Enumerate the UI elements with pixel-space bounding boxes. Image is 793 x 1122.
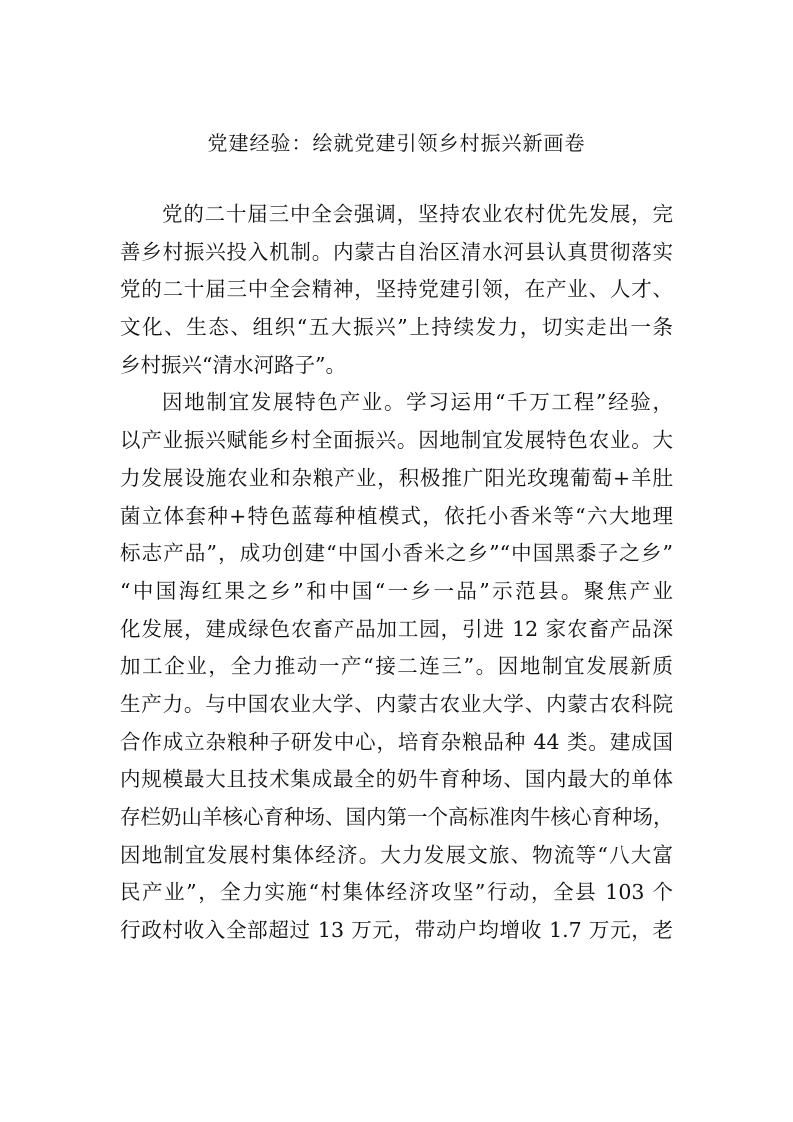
paragraph-2-line-8: 加工企业，全力推动一产“接二连三”。因地制宜发展新质 <box>120 654 673 679</box>
paragraph-2-line-6: “中国海红果之乡”和中国“一乡一品”示范县。聚焦产业 <box>120 578 673 603</box>
paragraph-2-line-1: 因地制宜发展特色产业。学习运用“千万工程”经验， <box>162 390 673 415</box>
article-body <box>120 196 673 950</box>
paragraph-1-line-4: 文化、生态、组织“五大振兴”上持续发力，切实走出一条 <box>120 315 673 340</box>
paragraph-1-line-3: 党的二十届三中全会精神，坚持党建引领，在产业、人才、 <box>120 277 673 302</box>
paragraph-2-line-9: 生产力。与中国农业大学、内蒙古农业大学、内蒙古农科院 <box>120 691 673 716</box>
paragraph-2-line-5: 标志产品”，成功创建“中国小香米之乡”“中国黑黍子之乡” <box>120 541 673 566</box>
paragraph-2-line-13: 因地制宜发展村集体经济。大力发展文旅、物流等“八大富 <box>120 842 673 867</box>
paragraph-2-line-7: 化发展，建成绿色农畜产品加工园，引进 12 家农畜产品深 <box>120 616 673 641</box>
paragraph-2-line-11: 内规模最大且技术集成最全的奶牛育种场、国内最大的单体 <box>120 767 673 792</box>
page-title: 党建经验：绘就党建引领乡村振兴新画卷 <box>207 131 586 155</box>
paragraph-2-line-14: 民产业”，全力实施“村集体经济攻坚”行动，全县 103 个 <box>120 880 673 905</box>
paragraph-2-line-3: 力发展设施农业和杂粮产业，积极推广阳光玫瑰葡萄+羊肚 <box>120 465 673 490</box>
paragraph-2-line-15: 行政村收入全部超过 13 万元，带动户均增收 1.7 万元，老 <box>120 918 673 943</box>
paragraph-1-line-1: 党的二十届三中全会强调，坚持农业农村优先发展，完 <box>162 202 673 226</box>
paragraph-2-line-4: 菌立体套种+特色蓝莓种植模式，依托小香米等“六大地理 <box>120 503 673 528</box>
paragraph-1-line-5: 乡村振兴“清水河路子”。 <box>120 352 346 377</box>
paragraph-1-line-2: 善乡村振兴投入机制。内蒙古自治区清水河县认真贯彻落实 <box>120 239 673 264</box>
paragraph-2-line-10: 合作成立杂粮种子研发中心，培育杂粮品种 44 类。建成国 <box>120 729 673 754</box>
paragraph-2-line-2: 以产业振兴赋能乡村全面振兴。因地制宜发展特色农业。大 <box>120 428 673 453</box>
paragraph-2-line-12: 存栏奶山羊核心育种场、国内第一个高标准肉牛核心育种场， <box>120 805 673 829</box>
